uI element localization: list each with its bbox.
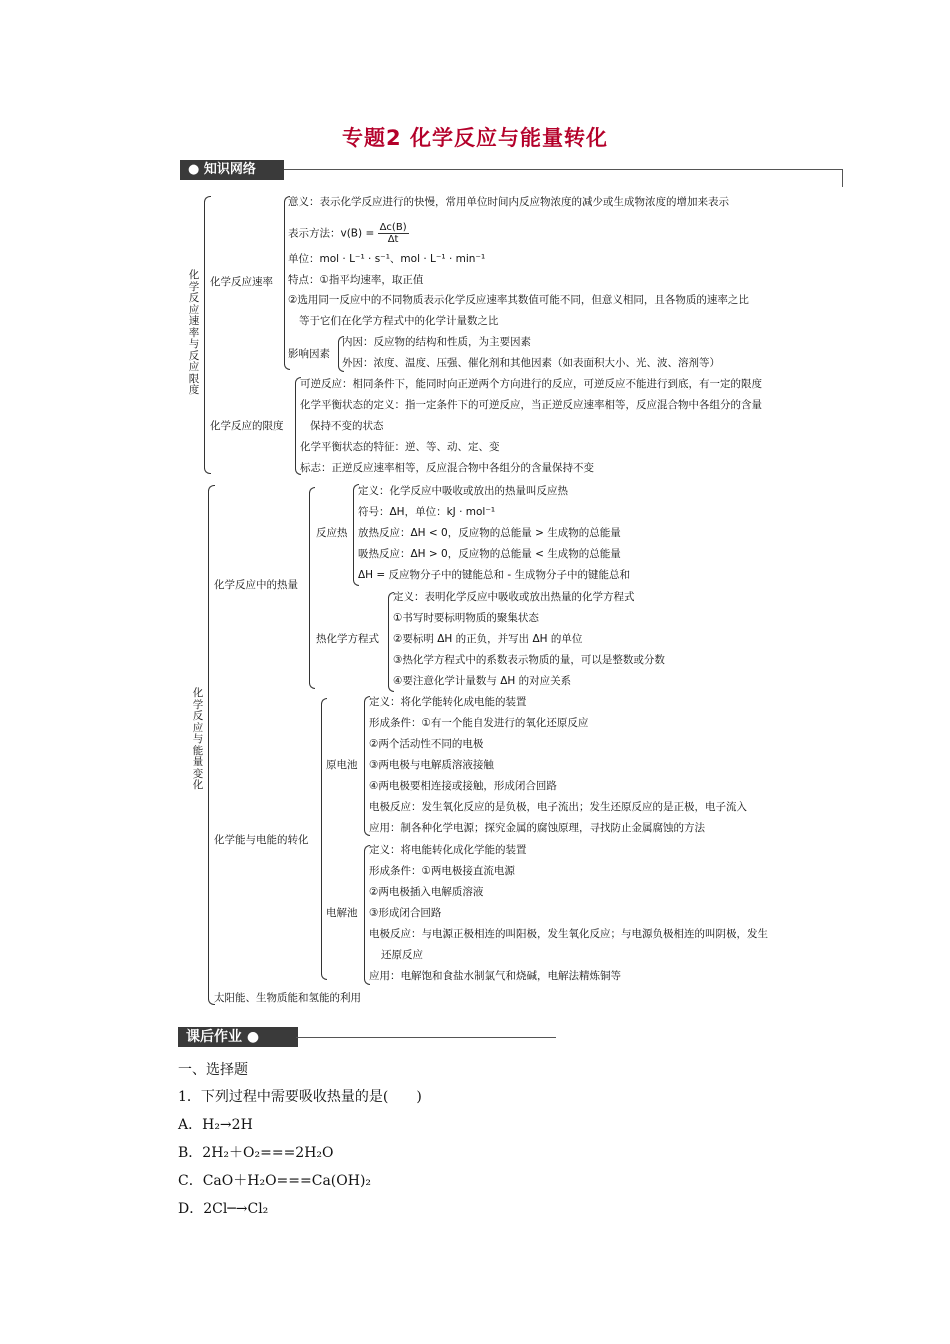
rate-label: 化学反应速率	[210, 276, 273, 288]
ely-line-4: ③形成闭合回路	[369, 907, 442, 919]
cell-line-4: ③两电极与电解质溶液接触	[369, 759, 494, 771]
factor-internal: 内因：反应物的结构和性质，为主要因素	[342, 336, 531, 348]
cell-line-7: 应用：制各种化学电源；探究金属的腐蚀原理，寻找防止金属腐蚀的方法	[369, 822, 705, 834]
rate-meaning: 意义：表示化学反应进行的快慢，常用单位时间内反应物浓度的减少或生成物浓度的增加来表示	[288, 196, 729, 208]
section-rule	[284, 169, 842, 170]
elec-brace	[321, 698, 327, 980]
cell-line-1: 定义：将化学能转化成电能的装置	[369, 696, 527, 708]
option-d: D．2Cl─→Cl₂	[178, 1201, 269, 1217]
heat-brace	[309, 487, 315, 689]
question-1: 1．下列过程中需要吸收热量的是( )	[178, 1089, 422, 1105]
section2-rule	[296, 1037, 556, 1038]
eq-line-4: ③热化学方程式中的系数表示物质的量，可以是整数或分数	[393, 654, 665, 666]
section-knowledge-network: ● 知识网络	[180, 160, 284, 180]
rate-feature-2: ②选用同一反应中的不同物质表示化学反应速率其数值可能不同，但意义相同，且各物质的速率之比	[288, 294, 749, 306]
rate-formula	[288, 222, 409, 245]
limit-line-1: 可逆反应：相同条件下，能同时向正逆两个方向进行的反应，可逆反应不能进行到底，有一定的限度	[300, 378, 762, 390]
ely-line-3: ②两电极插入电解质溶液	[369, 886, 484, 898]
ely-line-2: 形成条件：①两电极接直流电源	[369, 865, 515, 877]
eq-line-1: 定义：表明化学反应中吸收或放出热量的化学方程式	[393, 591, 635, 603]
cell-line-3: ②两个活动性不同的电极	[369, 738, 484, 750]
rate-main-label: 化学反应速率与反应限度	[188, 269, 200, 396]
formula-numerator: Δc(B)	[379, 222, 407, 233]
eq-line-5: ④要注意化学计量数与 ΔH 的对应关系	[393, 675, 572, 687]
heat-line-1: 定义：化学反应中吸收或放出的热量叫反应热	[358, 485, 568, 497]
ely-line-7: 应用：电解饱和食盐水制氯气和烧碱，电解法精炼铜等	[369, 970, 621, 982]
option-b: B．2H₂＋O₂===2H₂O	[178, 1145, 334, 1161]
section-homework: 课后作业 ●	[178, 1027, 298, 1047]
ely-line-1: 定义：将电能转化成化学能的装置	[369, 844, 527, 856]
thermo-eq-label: 热化学方程式	[316, 633, 379, 645]
ely-line-6: 还原反应	[381, 949, 423, 961]
heat-line-2: 符号：ΔH，单位：kJ · mol⁻¹	[358, 506, 496, 518]
factor-external: 外因：浓度、温度、压强、催化剂和其他因素（如表面积大小、光、波、溶剂等）	[342, 357, 720, 369]
rate-feature-3: 等于它们在化学方程式中的化学计量数之比	[299, 315, 499, 327]
rate-feature-1: 特点：①指平均速率，取正值	[288, 274, 424, 286]
limit-line-3: 保持不变的状态	[310, 420, 384, 432]
option-a: A．H₂→2H	[178, 1117, 253, 1133]
elec-label: 化学能与电能的转化	[214, 834, 309, 846]
reaction-heat-label: 反应热	[316, 527, 348, 539]
energy-outer-brace	[208, 485, 215, 1005]
heat-label: 化学反应中的热量	[214, 579, 298, 591]
page-title: 专题2 化学反应与能量转化	[342, 126, 608, 150]
ely-line-5: 电极反应：与电源正极相连的叫阳极，发生氧化反应；与电源负极相连的叫阴极，发生	[369, 928, 768, 940]
limit-label: 化学反应的限度	[210, 420, 284, 432]
cell-line-5: ④两电极要相连接或接触，形成闭合回路	[369, 780, 557, 792]
cell-line-6: 电极反应：发生氧化反应的是负极，电子流出；发生还原反应的是正极，电子流入	[369, 801, 747, 813]
rate-unit: 单位：mol · L⁻¹ · s⁻¹、mol · L⁻¹ · min⁻¹	[288, 253, 486, 265]
formula-denominator: Δt	[387, 234, 399, 245]
option-c: C．CaO＋H₂O===Ca(OH)₂	[178, 1173, 372, 1189]
heat-line-3: 放热反应：ΔH < 0，反应物的总能量 > 生成物的总能量	[358, 527, 621, 539]
eq-line-2: ①书写时要标明物质的聚集状态	[393, 612, 539, 624]
limit-line-4: 化学平衡状态的特征：逆、等、动、定、变	[300, 441, 500, 453]
cell-label: 原电池	[326, 759, 358, 771]
limit-line-5: 标志：正逆反应速率相等，反应混合物中各组分的含量保持不变	[300, 462, 594, 474]
section-rule-end	[842, 169, 843, 187]
factor-label: 影响因素	[288, 348, 330, 360]
energy-main-label: 化学反应与能量变化	[192, 687, 204, 791]
heat-line-5: ΔH = 反应物分子中的键能总和 - 生成物分子中的键能总和	[358, 569, 631, 581]
formula-text: 表示方法：v(B) =	[288, 227, 378, 240]
heat-line-4: 吸热反应：ΔH > 0，反应物的总能量 < 生成物的总能量	[358, 548, 621, 560]
solar-label: 太阳能、生物质能和氢能的利用	[214, 992, 361, 1004]
limit-line-2: 化学平衡状态的定义：指一定条件下的可逆反应，当正逆反应速率相等，反应混合物中各组分的含量	[300, 399, 762, 411]
questions-heading: 一、选择题	[178, 1062, 248, 1078]
electrolysis-label: 电解池	[326, 907, 358, 919]
cell-line-2: 形成条件：①有一个能自发进行的氧化还原反应	[369, 717, 589, 729]
eq-line-3: ②要标明 ΔH 的正负，并写出 ΔH 的单位	[393, 633, 583, 645]
